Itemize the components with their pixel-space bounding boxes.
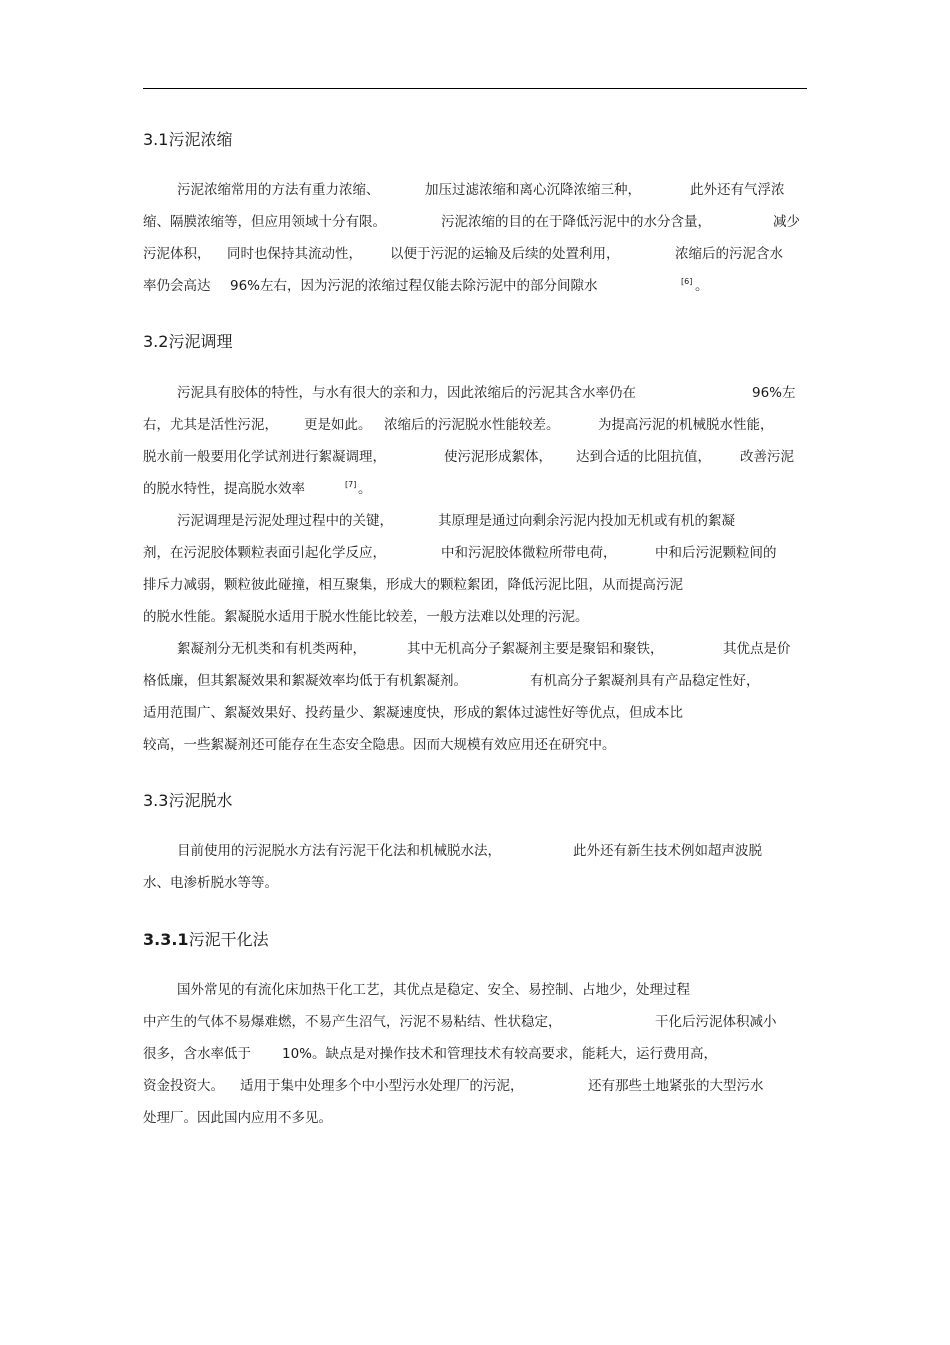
text-run: 为提高污泥的机械脱水性能， [598,417,774,433]
heading-3-3 [143,791,232,811]
text-run: 加压过滤浓缩和离心沉降浓缩三种， [425,182,641,198]
text-run: 较高，一些絮凝剂还可能存在生态安全隐患。因而大规模有效应用还在研究中。 [143,737,616,753]
text-run: 减少 [773,214,800,230]
heading-3-2 [143,332,232,352]
text-run: 资金投资大。 [143,1078,224,1094]
text-run: 缩、隔膜浓缩等，但应用领域十分有限。 [143,214,386,230]
heading-number: 3.2 [143,332,169,351]
text-run: 其优点是价 [723,641,791,657]
text-run: 浓缩后的污泥脱水性能较差。 [384,417,560,433]
text-run: 右，尤其是活性污泥， [143,417,278,433]
text-run: 处理厂。因此国内应用不多见。 [143,1110,332,1126]
text-run: 中和污泥胶体微粒所带电荷， [441,545,617,561]
text-run: 率仍会高达 [143,278,211,294]
citation-ref: [7] [345,480,357,489]
text-run: 其中无机高分子絮凝剂主要是聚铝和聚铁， [407,641,664,657]
text-run: 10%。缺点是对操作技术和管理技术有较高要求，能耗大，运行费用高， [282,1046,718,1062]
text-run: 目前使用的污泥脱水方法有污泥干化法和机械脱水法， [177,843,501,859]
text-run: 以便于污泥的运输及后续的处置利用， [390,246,620,262]
text-run: 还有那些土地紧张的大型污水 [588,1078,764,1094]
text-run: 适用范围广、絮凝效果好、投药量少、絮凝速度快，形成的絮体过滤性好等优点，但成本比 [143,705,683,721]
text-run: 国外常见的有流化床加热干化工艺，其优点是稳定、安全、易控制、占地少，处理过程 [177,982,690,998]
text-run: 污泥调理是污泥处理过程中的关键， [177,513,393,529]
text-run: 此外还有新生技术例如超声波脱 [573,843,762,859]
text-run: 污泥浓缩常用的方法有重力浓缩、 [177,182,380,198]
heading-number: 3.3.1 [143,930,189,949]
text-run: 。 [358,481,372,497]
heading-3-1 [143,130,232,150]
text-run: 此外还有气浮浓 [690,182,785,198]
citation-ref: [6] [681,277,693,286]
text-run: 浓缩后的污泥含水 [675,246,783,262]
text-run: 更是如此。 [304,417,372,433]
text-run: 改善污泥 [740,449,794,465]
text-run: 污泥具有胶体的特性，与水有很大的亲和力，因此浓缩后的污泥其含水率仍在 [177,385,636,401]
text-run: 剂，在污泥胶体颗粒表面引起化学反应， [143,545,386,561]
text-run: 有机高分子絮凝剂具有产品稳定性好， [530,673,760,689]
text-run: 污泥体积， [143,246,211,262]
text-run: 排斥力减弱，颗粒彼此碰撞，相互聚集，形成大的颗粒絮团，降低污泥比阻，从而提高污泥 [143,577,683,593]
heading-text: 污泥调理 [168,332,233,351]
heading-text: 污泥干化法 [188,930,269,949]
text-run: 其原理是通过向剩余污泥内投加无机或有机的絮凝 [438,513,735,529]
heading-text: 污泥脱水 [168,791,233,810]
heading-3-3-1 [143,930,269,950]
text-run: 干化后污泥体积减小 [655,1014,777,1030]
text-run: 的脱水特性，提高脱水效率 [143,481,305,497]
text-run: 同时也保持其流动性， [227,246,362,262]
text-run: 污泥浓缩的目的在于降低污泥中的水分含量， [441,214,711,230]
text-run: 的脱水性能。絮凝脱水适用于脱水性能比较差，一般方法难以处理的污泥。 [143,609,589,625]
text-run: 。 [695,278,709,294]
text-run: 使污泥形成絮体， [444,449,552,465]
text-run: 达到合适的比阻抗值， [576,449,711,465]
heading-number: 3.3 [143,791,169,810]
text-run: 96%左 [752,385,796,401]
text-run: 适用于集中处理多个中小型污水处理厂的污泥， [240,1078,524,1094]
text-run: 絮凝剂分无机类和有机类两种， [177,641,366,657]
text-run: 水、电渗析脱水等等。 [143,875,278,891]
text-run: 96%左右，因为污泥的浓缩过程仅能去除污泥中的部分间隙水 [230,278,598,294]
heading-number: 3.1 [143,130,169,149]
text-run: 中和后污泥颗粒间的 [655,545,777,561]
header-rule [143,88,807,89]
text-run: 很多，含水率低于 [143,1046,251,1062]
text-run: 格低廉，但其絮凝效果和絮凝效率均低于有机絮凝剂。 [143,673,467,689]
text-run: 中产生的气体不易爆难燃，不易产生沼气，污泥不易粘结、性状稳定， [143,1014,562,1030]
heading-text: 污泥浓缩 [168,130,233,149]
text-run: 脱水前一般要用化学试剂进行絮凝调理， [143,449,386,465]
